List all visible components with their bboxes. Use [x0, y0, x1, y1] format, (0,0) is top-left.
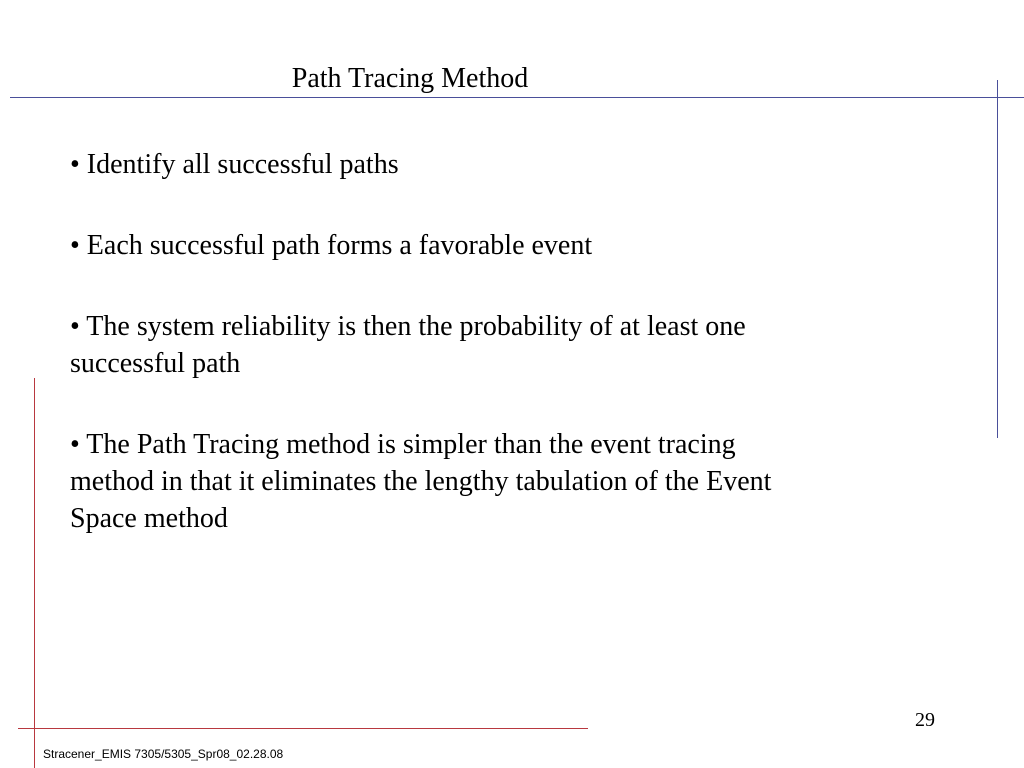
bullet-list	[70, 146, 790, 537]
bullet-item: • Identify all successful paths	[70, 149, 399, 180]
bullet-item: • Each successful path forms a favorable event	[70, 230, 593, 261]
page-number: 29	[915, 709, 935, 731]
bottom-divider-line	[18, 728, 588, 729]
left-divider-line	[34, 378, 35, 768]
footer-text: Stracener_EMIS 7305/5305_Spr08_02.28.08	[43, 747, 284, 761]
bullet-item: • The Path Tracing method is simpler than the event tracing method in that it eliminates the lengthy tabulation of the Event Space method	[70, 429, 772, 534]
top-divider-line	[10, 97, 1024, 98]
bullet-item: • The system reliability is then the probability of at least one successful path	[70, 311, 746, 379]
right-divider-line	[997, 80, 998, 438]
slide-title: Path Tracing Method	[291, 63, 529, 94]
